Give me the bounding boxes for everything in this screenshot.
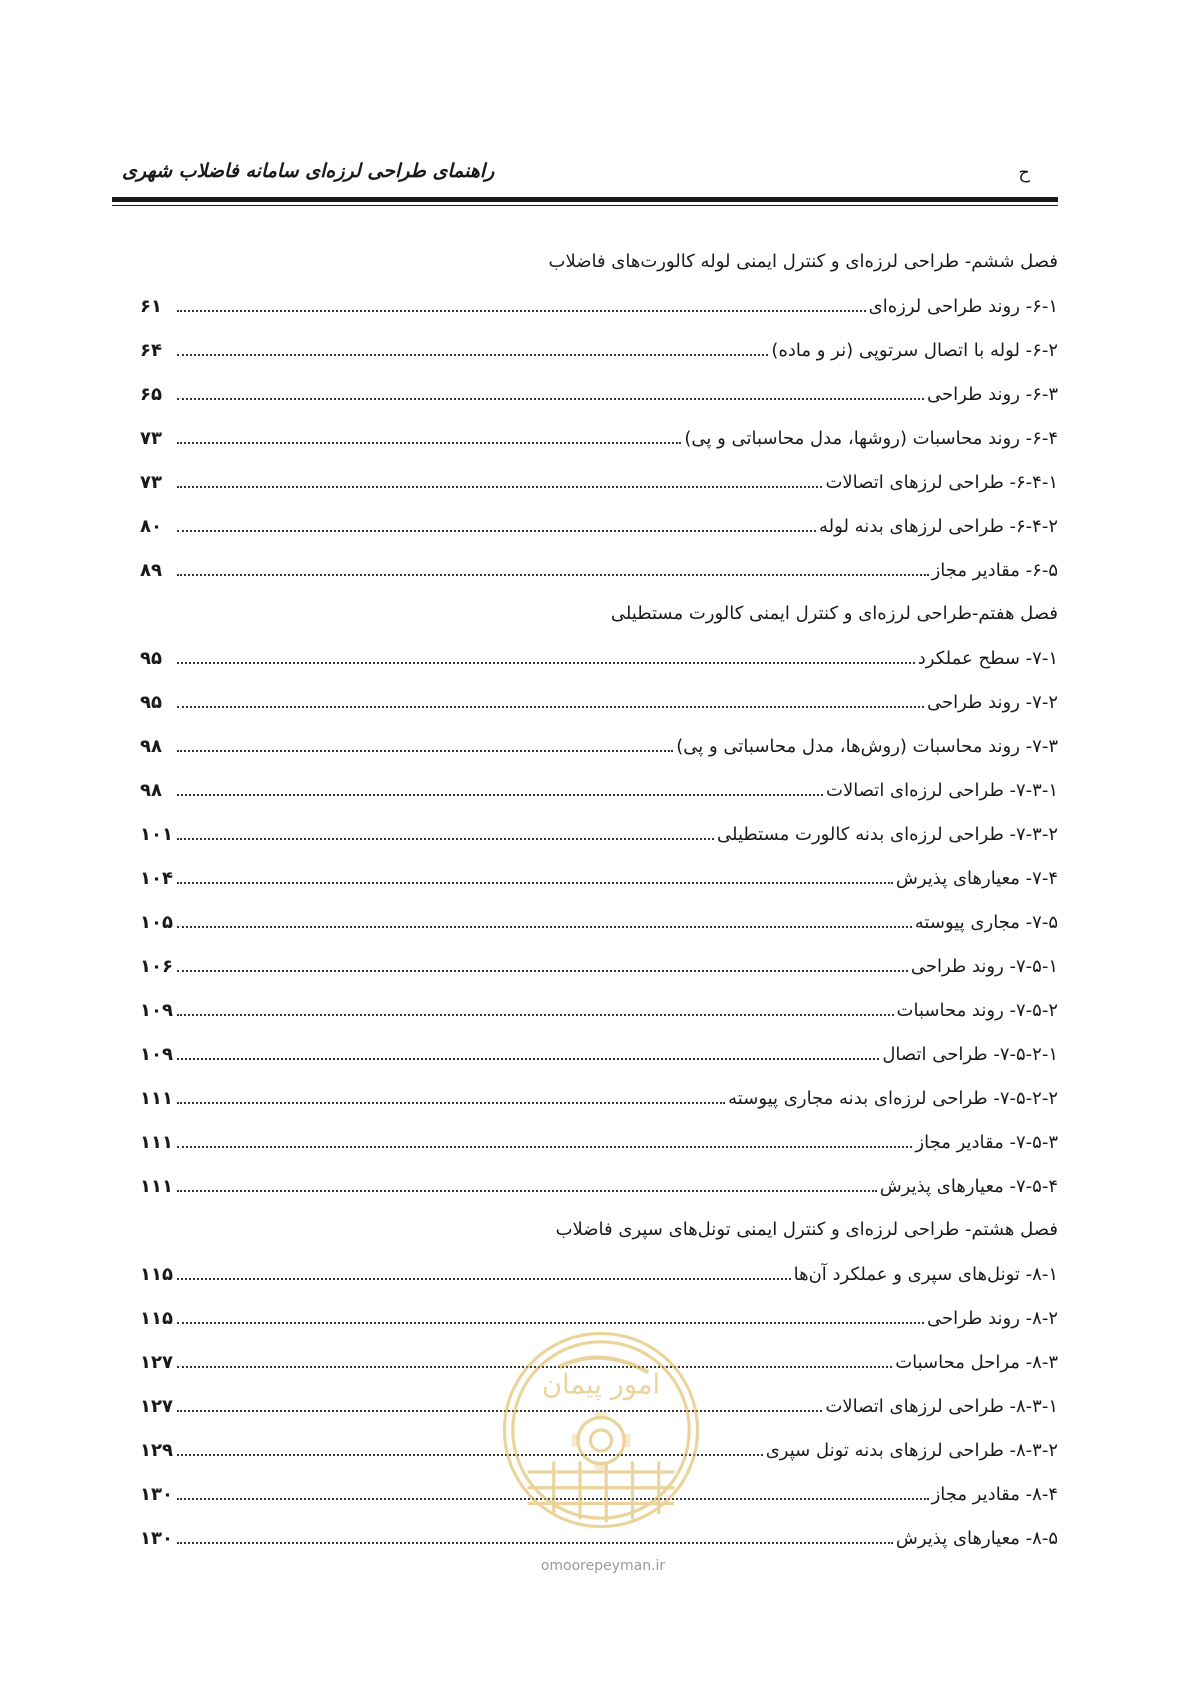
watermark-logo-text: امور پیمان — [541, 1369, 661, 1401]
toc-entry-page: ۱۰۱ — [140, 823, 173, 845]
toc-entry[interactable] — [140, 724, 1058, 768]
dot-leader — [177, 882, 893, 884]
toc-entry[interactable] — [140, 812, 1058, 856]
toc-entry-label: ۸-۳- مراحل محاسبات — [895, 1351, 1058, 1373]
toc-entry-label: ۸-۳-۱- طراحی لرزهای اتصالات — [825, 1395, 1058, 1417]
toc-entry-page: ۱۲۷ — [140, 1351, 173, 1373]
toc-entry[interactable] — [140, 900, 1058, 944]
dot-leader — [177, 1102, 725, 1104]
dot-leader — [177, 1146, 912, 1148]
toc-entry[interactable] — [140, 856, 1058, 900]
toc-entry-page: ۱۲۷ — [140, 1395, 173, 1417]
toc-entry-page: ۱۰۹ — [140, 999, 173, 1021]
toc-entry-page: ۹۸ — [140, 735, 162, 757]
chapter-heading: فصل هفتم-طراحی لرزه‌ای و کنترل ایمنی کالورت مستطیلی — [610, 603, 1058, 624]
toc-entry[interactable] — [140, 328, 1058, 372]
dot-leader — [177, 1058, 879, 1060]
toc-entry[interactable] — [140, 636, 1058, 680]
toc-entry-page: ۱۱۱ — [140, 1087, 173, 1109]
toc-entry-label: ۷-۱- سطح عملکرد — [917, 647, 1058, 669]
toc-entry-label: ۸-۳-۲- طراحی لرزهای بدنه تونل سپری — [765, 1439, 1058, 1461]
dot-leader — [177, 1014, 894, 1016]
toc-entry-page: ۱۰۵ — [140, 911, 173, 933]
toc-entry-page: ۱۰۹ — [140, 1043, 173, 1065]
toc-entry[interactable] — [140, 460, 1058, 504]
toc-entry-label: ۷-۲- روند طراحی — [926, 691, 1058, 713]
toc-entry-label: ۶-۴-۲- طراحی لرزهای بدنه لوله — [819, 515, 1058, 537]
dot-leader — [177, 794, 823, 796]
dot-leader — [177, 1278, 791, 1280]
toc-entry-label: ۸-۴- مقادیر مجاز — [931, 1483, 1058, 1505]
toc-entry-label: ۶-۱- روند طراحی لرزه‌ای — [868, 295, 1058, 317]
dot-leader — [177, 662, 915, 664]
toc-entry[interactable] — [140, 548, 1058, 592]
page-number: ح — [1018, 162, 1030, 183]
toc-entry-page: ۹۵ — [140, 647, 162, 669]
chapter-heading: فصل هشتم- طراحی لرزه‌ای و کنترل ایمنی تونل‌های سپری فاضلاب — [555, 1219, 1058, 1240]
toc-entry[interactable] — [140, 1076, 1058, 1120]
toc-entry-page: ۹۵ — [140, 691, 162, 713]
dot-leader — [177, 530, 816, 532]
toc-entry-label: ۷-۵- مجاری پیوسته — [914, 911, 1058, 933]
toc-entry-page: ۱۱۱ — [140, 1175, 173, 1197]
dot-leader — [177, 706, 924, 708]
dot-leader — [177, 1542, 893, 1544]
dot-leader — [177, 486, 822, 488]
running-title: راهنمای طراحی لرزه‌ای سامانه فاضلاب شهری — [122, 160, 495, 182]
toc-entry-page: ۸۹ — [140, 559, 162, 581]
toc-entry-page: ۱۳۰ — [140, 1483, 173, 1505]
toc-entry-label: ۶-۵- مقادیر مجاز — [931, 559, 1058, 581]
header-rule-thick — [112, 197, 1058, 202]
toc-entry-label: ۸-۵- معیارهای پذیرش — [895, 1527, 1058, 1549]
toc-entry-label: ۷-۵-۳- مقادیر مجاز — [915, 1131, 1058, 1153]
toc-entry-page: ۶۱ — [140, 295, 162, 317]
toc-entry-page: ۱۱۱ — [140, 1131, 173, 1153]
toc-entry-label: ۷-۴- معیارهای پذیرش — [895, 867, 1058, 889]
toc-entry-label: ۷-۵-۲-۲- طراحی لرزه‌ای بدنه مجاری پیوسته — [728, 1087, 1058, 1109]
toc-entry-page: ۱۳۰ — [140, 1527, 173, 1549]
toc-entry-label: ۶-۴- روند محاسبات (روشها، مدل محاسباتی و پی) — [684, 427, 1058, 449]
dot-leader — [177, 1190, 877, 1192]
toc-entry-page: ۱۱۵ — [140, 1263, 173, 1285]
dot-leader — [177, 398, 924, 400]
dot-leader — [177, 442, 681, 444]
toc-entry-page: ۸۰ — [140, 515, 162, 537]
toc-entry[interactable] — [140, 768, 1058, 812]
toc-entry[interactable] — [140, 680, 1058, 724]
toc-entry-page: ۷۳ — [140, 471, 162, 493]
watermark-logo — [496, 1325, 706, 1535]
dot-leader — [177, 838, 714, 840]
toc-entry-label: ۶-۴-۱- طراحی لرزهای اتصالات — [825, 471, 1058, 493]
toc-entry[interactable] — [140, 1032, 1058, 1076]
toc-entry-label: ۶-۲- لوله با اتصال سرتوپی (نر و ماده) — [771, 339, 1058, 361]
toc-entry-label: ۸-۲- روند طراحی — [926, 1307, 1058, 1329]
dot-leader — [177, 926, 912, 928]
toc-entry-page: ۱۲۹ — [140, 1439, 173, 1461]
toc-entry-page: ۹۸ — [140, 779, 162, 801]
toc-entry[interactable] — [140, 284, 1058, 328]
toc-entry-label: ۷-۵-۱- روند طراحی — [910, 955, 1058, 977]
toc-entry[interactable] — [140, 416, 1058, 460]
toc-entry[interactable] — [140, 1164, 1058, 1208]
page-header — [112, 160, 1058, 200]
toc-entry[interactable] — [140, 1252, 1058, 1296]
toc-entry[interactable] — [140, 1120, 1058, 1164]
toc-entry[interactable] — [140, 944, 1058, 988]
toc-entry-label: ۷-۳-۱- طراحی لرزه‌ای اتصالات — [826, 779, 1058, 801]
dot-leader — [177, 970, 908, 972]
toc-entry-label: ۶-۳- روند طراحی — [926, 383, 1058, 405]
dot-leader — [177, 354, 768, 356]
toc-entry[interactable] — [140, 504, 1058, 548]
toc-entry-label: ۷-۳- روند محاسبات (روش‌ها، مدل محاسباتی و پی) — [676, 735, 1058, 757]
toc-entry-page: ۷۳ — [140, 427, 162, 449]
toc-entry-label: ۷-۵-۲-۱- طراحی اتصال — [882, 1043, 1058, 1065]
toc-entry-page: ۶۵ — [140, 383, 162, 405]
toc-entry-page: ۱۱۵ — [140, 1307, 173, 1329]
toc-entry-page: ۱۰۶ — [140, 955, 173, 977]
toc-entry-label: ۷-۵-۲- روند محاسبات — [896, 999, 1058, 1021]
chapter-heading: فصل ششم- طراحی لرزه‌ای و کنترل ایمنی لوله کالورت‌های فاضلاب — [548, 251, 1058, 272]
dot-leader — [177, 310, 866, 312]
dot-leader — [177, 750, 673, 752]
toc-entry-page: ۶۴ — [140, 339, 162, 361]
watermark-url: omoorepeyman.ir — [540, 1558, 666, 1574]
toc-entry-label: ۸-۱- تونل‌های سپری و عملکرد آن‌ها — [793, 1263, 1058, 1285]
header-rule-thin — [112, 205, 1058, 206]
toc-entry-label: ۷-۳-۲- طراحی لرزه‌ای بدنه کالورت مستطیلی — [716, 823, 1058, 845]
toc-entry-page: ۱۰۴ — [140, 867, 173, 889]
toc-entry[interactable] — [140, 372, 1058, 416]
toc-entry-label: ۷-۵-۴- معیارهای پذیرش — [879, 1175, 1058, 1197]
toc-entry[interactable] — [140, 988, 1058, 1032]
dot-leader — [177, 574, 929, 576]
dot-leader — [177, 1322, 924, 1324]
